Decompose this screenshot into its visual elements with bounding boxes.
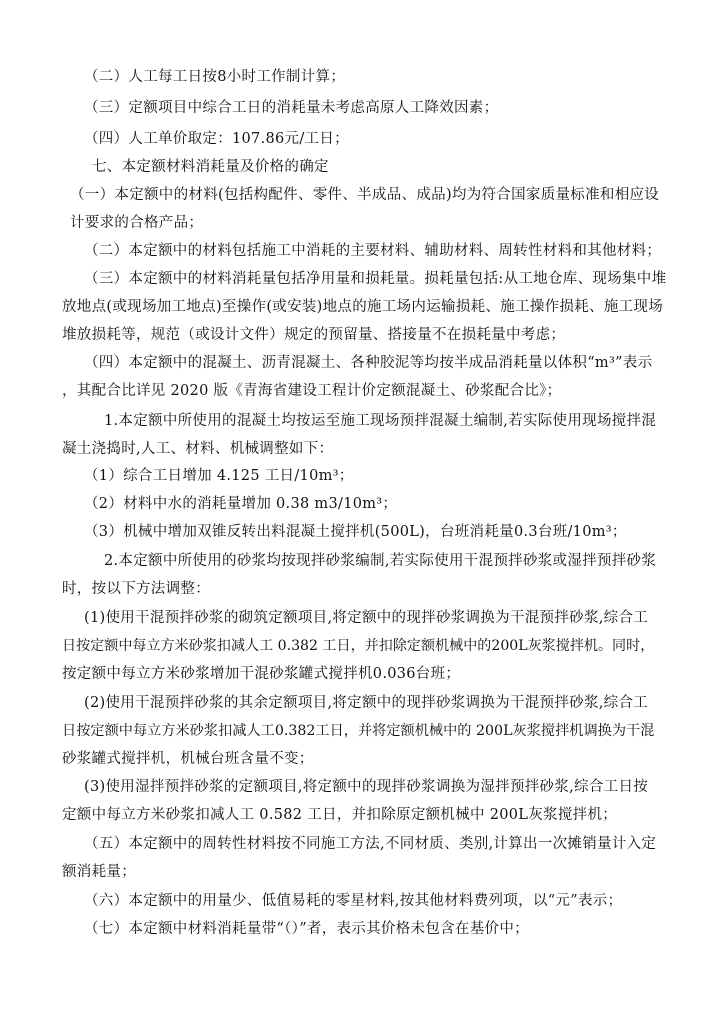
material-clause-5-line-1: （五）本定额中的周转性材料按不同施工方法,不同材质、类别,计算出一次摊销量计入定 [84, 836, 657, 852]
material-clause-6: （六）本定额中的用量少、低值易耗的零星材料,按其他材料费列项，以“元”表示； [84, 893, 623, 909]
concrete-note-line-1: 1.本定额中所使用的混凝土均按运至施工现场预拌混凝土编制,若实际使用现场搅拌混 [104, 413, 657, 429]
material-clause-2: （二）本定额中的材料包括施工中消耗的主要材料、辅助材料、周转性材料和其他材料； [84, 243, 662, 259]
mortar-case-3-line-1: (3)使用湿拌预拌砂浆的定额项目,将定额中的现拌砂浆调换为湿拌预拌砂浆,综合工日按 [84, 779, 649, 795]
mortar-note-line-1: 2.本定额中所使用的砂浆均按现拌砂浆编制,若实际使用干混预拌砂浆或湿拌预拌砂浆 [104, 553, 657, 569]
mortar-case-2-line-2: 日按定额中每立方米砂浆扣减人工0.382工日，并将定额机械中的 200L灰浆搅拌机调换为干混 [62, 723, 655, 739]
material-clause-4-line-1: （四）本定额中的混凝土、沥青混凝土、各种胶泥等均按半成品消耗量以体积“m³”表示 [84, 355, 653, 371]
material-clause-3-line-3: 堆放损耗等，规范（或设计文件）规定的预留量、搭接量不在损耗量中考虑； [62, 327, 566, 343]
clause-3-plateau-factor: （三）定额项目中综合工日的消耗量未考虑高原人工降效因素； [84, 100, 499, 116]
material-clause-4-line-2: ，其配合比详见 2020 版《青海省建设工程计价定额混凝土、砂浆配合比》； [62, 383, 562, 399]
mortar-case-1-line-3: 按定额中每立方米砂浆增加干混砂浆罐式搅拌机0.036台班； [62, 666, 461, 682]
mortar-case-3-line-2: 定额中每立方米砂浆扣减人工 0.582 工日，并扣除原定额机械中 200L灰浆搅拌机； [62, 807, 618, 823]
concrete-adjust-3: （3）机械中增加双锥反转出料混凝土搅拌机(500L)，台班消耗量0.3台班/10m³； [84, 524, 627, 540]
clause-4-labor-price: （四）人工单价取定：107.86元/工日； [84, 131, 349, 147]
clause-2-labor-hours: （二）人工每工日按8小时工作制计算； [84, 69, 346, 85]
material-clause-5-line-2: 额消耗量； [62, 864, 136, 880]
mortar-case-1-line-1: (1)使用干混预拌砂浆的砌筑定额项目,将定额中的现拌砂浆调换为干混预拌砂浆,综合工 [84, 610, 649, 626]
concrete-adjust-1: （1）综合工日增加 4.125 工日/10m³； [84, 468, 354, 484]
mortar-note-line-2: 时，按以下方法调整： [62, 581, 210, 597]
concrete-adjust-2: （2）材料中水的消耗量增加 0.38 m3/10m³； [84, 496, 398, 512]
material-clause-3-line-2: 放地点(或现场加工地点)至操作(或安装)地点的施工场内运输损耗、施工操作损耗、施工现场 [62, 299, 664, 315]
mortar-case-2-line-3: 砂浆罐式搅拌机，机械台班含量不变； [62, 751, 314, 767]
section-7-heading: 七、本定额材料消耗量及价格的确定 [92, 159, 329, 175]
mortar-case-2-line-1: (2)使用干混预拌砂浆的其余定额项目,将定额中的现拌砂浆调换为干混预拌砂浆,综合工 [84, 695, 649, 711]
material-clause-1-line-1: （一）本定额中的材料(包括构配件、零件、半成品、成品)均为符合国家质量标准和相应设 [70, 187, 660, 203]
mortar-case-1-line-2: 日按定额中每立方米砂浆扣减人工 0.382 工日，并扣除定额机械中的200L灰浆搅拌机。同时， [62, 638, 655, 654]
material-clause-1-line-2: 计要求的合格产品； [70, 215, 204, 231]
material-clause-7: （七）本定额中材料消耗量带“（）”者，表示其价格未包含在基价中； [84, 921, 529, 937]
concrete-note-line-2: 凝土浇捣时,人工、材料、机械调整如下： [62, 441, 334, 457]
material-clause-3-line-1: （三）本定额中的材料消耗量包括净用量和损耗量。损耗量包括:从工地仓库、现场集中堆 [84, 271, 667, 287]
